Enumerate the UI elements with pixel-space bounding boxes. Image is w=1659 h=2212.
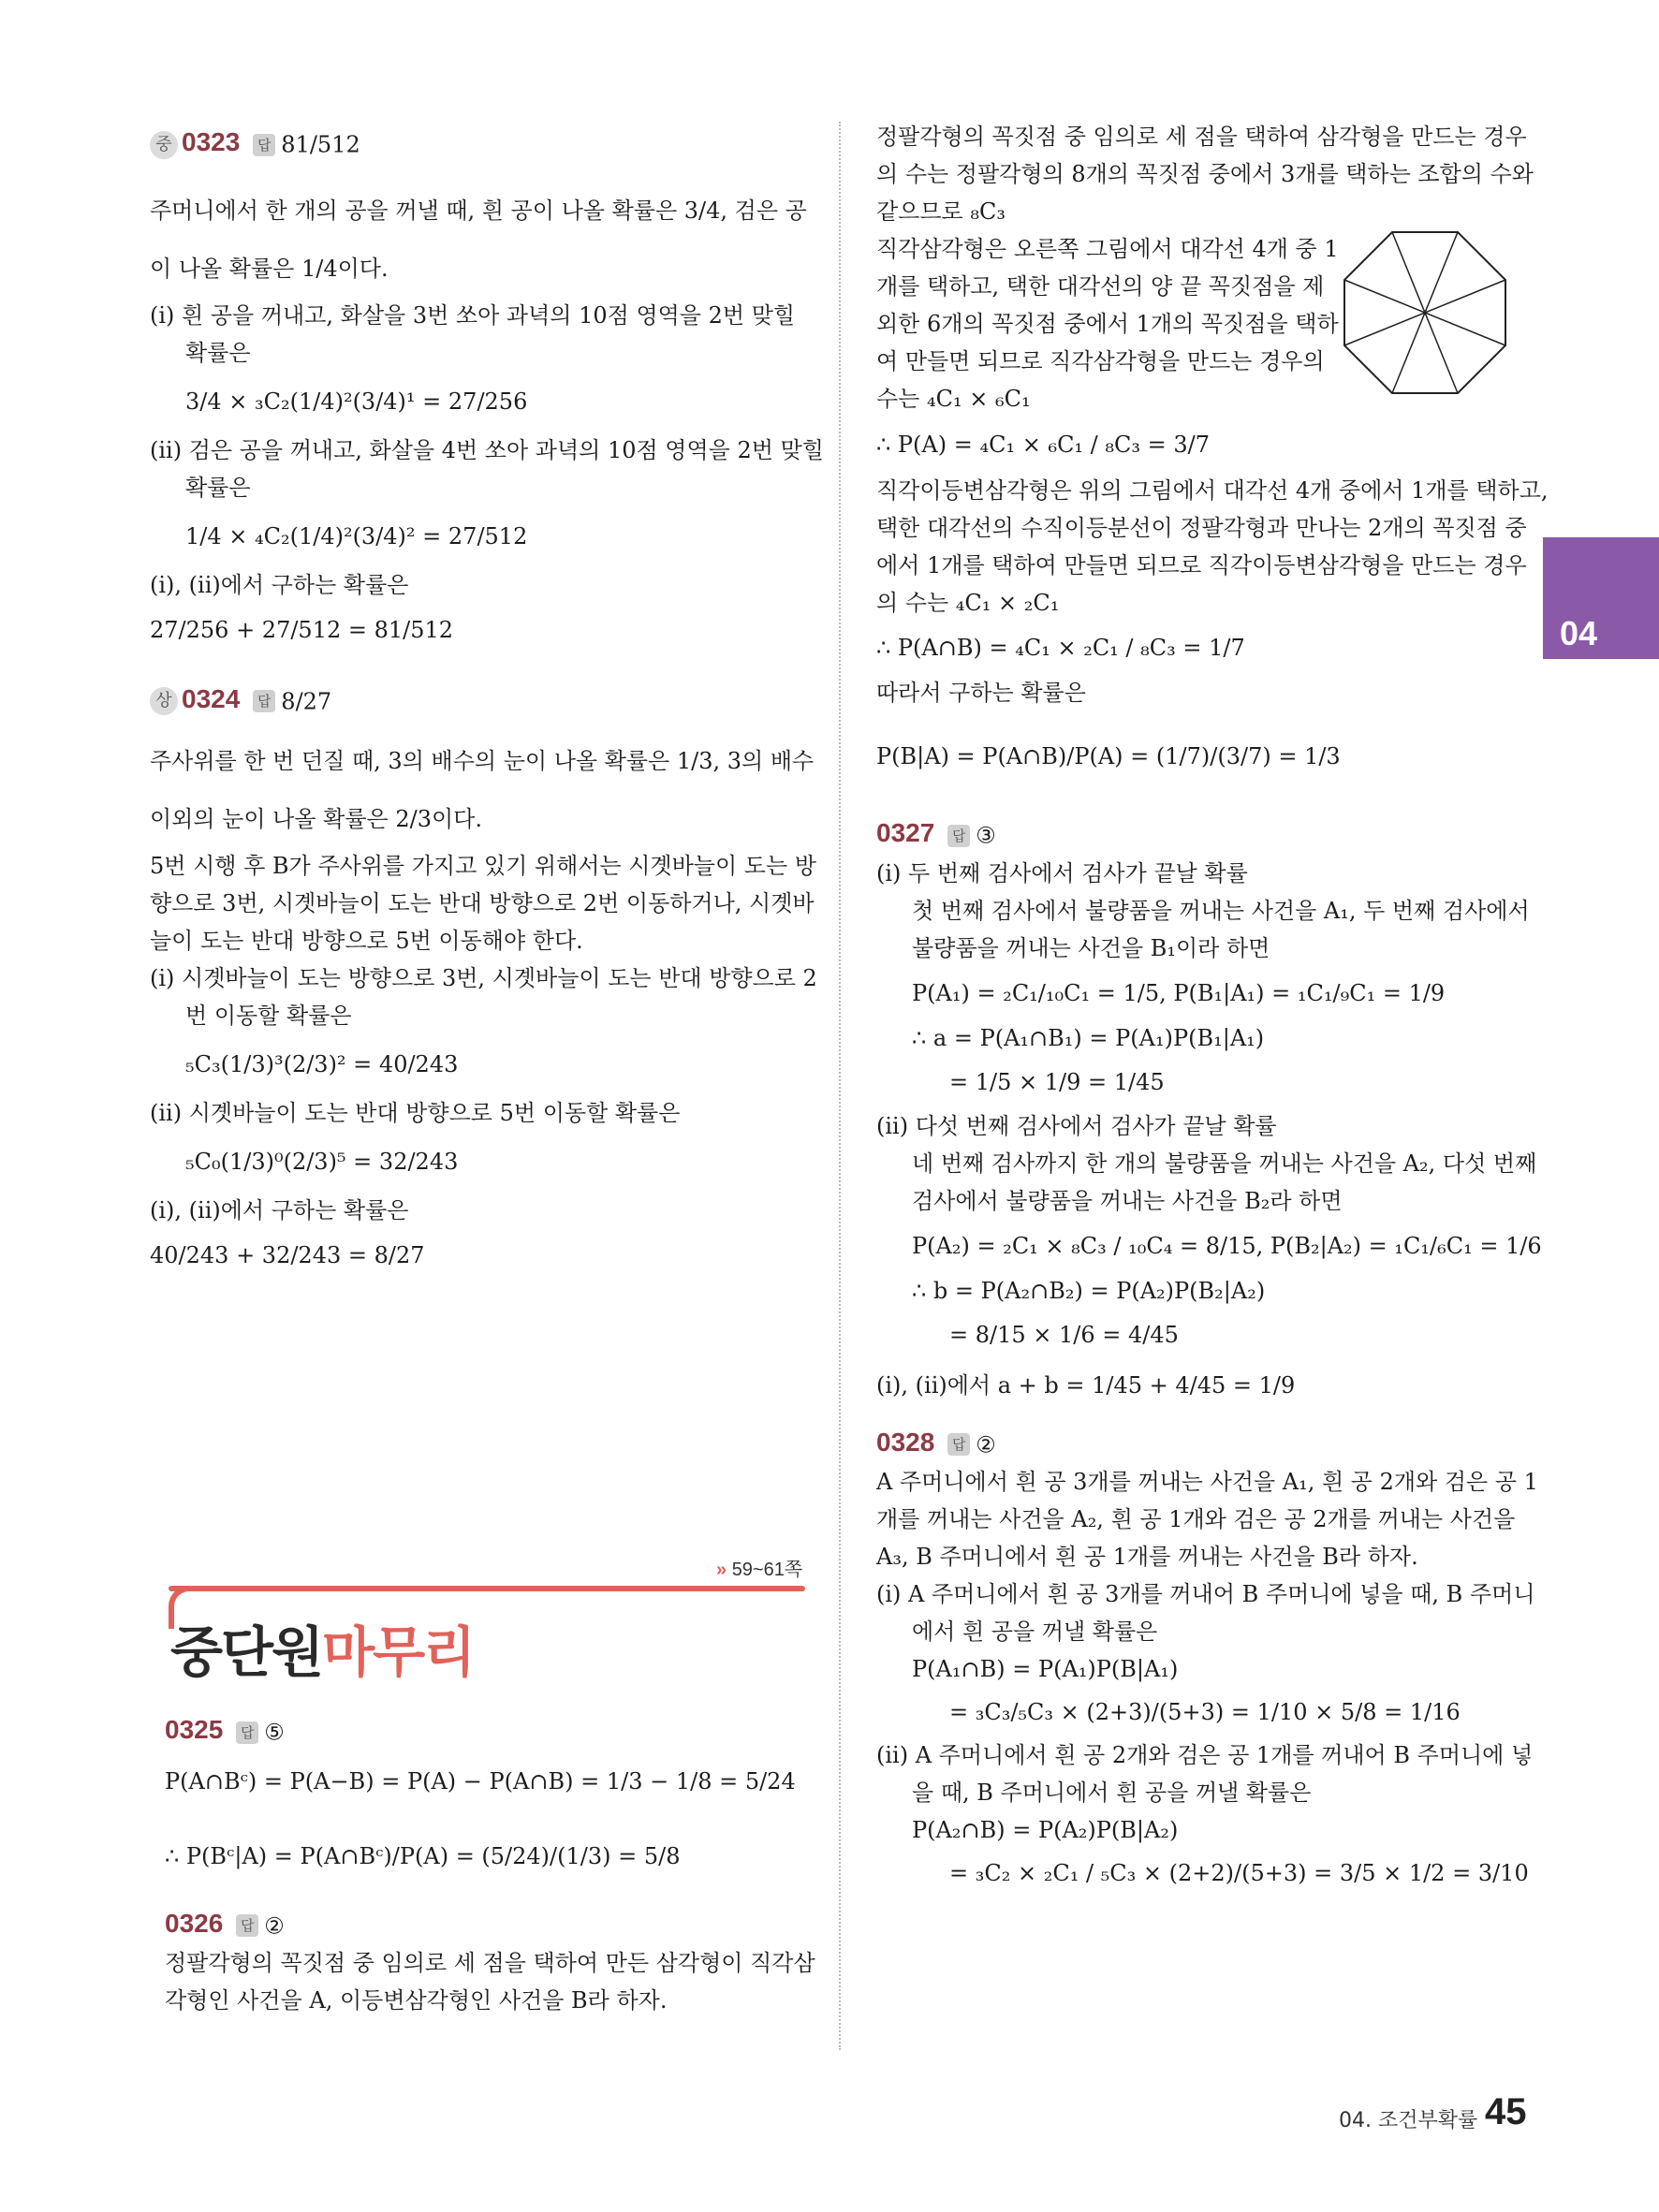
text-line: 이 나올 확률은 1/4이다.: [150, 255, 389, 282]
problem-0324-header: [150, 681, 805, 721]
text-line: 향으로 3번, 시곗바늘이 도는 반대 방향으로 2번 이동하거나, 시곗바: [150, 890, 815, 916]
double-chevron-icon: »: [716, 1560, 727, 1580]
problem-0326-header: [165, 1905, 820, 1945]
chapter-tab: [1543, 537, 1659, 659]
math-line: P(A∩Bᶜ) = P(A−B) = P(A) − P(A∩B) = 1/3 − 1/8 = 5/24: [165, 1767, 796, 1795]
text-line: 검사에서 불량품을 꺼내는 사건을 B₂라 하면: [912, 1187, 1343, 1214]
text-line: (i) 두 번째 검사에서 검사가 끝날 확률: [876, 859, 1248, 886]
text-line: 정팔각형의 꼭짓점 중 임의로 세 점을 택하여 만든 삼각형이 직각삼: [165, 1950, 815, 1976]
problem-number: 0327: [876, 818, 935, 847]
math-line: P(A₂) = ₂C₁ × ₈C₃ / ₁₀C₄ = 8/15, P(B₂|A₂) = ₁C₁/₆C₁ = 1/6: [912, 1232, 1542, 1259]
text-line: 에서 1개를 택하여 만들면 되므로 직각이등변삼각형을 만드는 경우: [876, 552, 1527, 579]
text-line: 외한 6개의 꼭짓점 중에서 1개의 꼭짓점을 택하: [876, 311, 1339, 337]
text-line: A₃, B 주머니에서 흰 공 1개를 꺼내는 사건을 B라 하자.: [876, 1544, 1418, 1570]
text-line: 의 수는 ₄C₁ × ₂C₁: [876, 590, 1060, 616]
problem-0327-header: [876, 814, 1532, 855]
text-line: 주머니에서 한 개의 공을 꺼낼 때, 흰 공이 나올 확률은 3/4, 검은 공: [150, 197, 807, 224]
text-line: 번 이동할 확률은: [185, 1003, 352, 1029]
text-line: 따라서 구하는 확률은: [876, 680, 1086, 706]
math-line: = 1/5 × 1/9 = 1/45: [949, 1068, 1165, 1095]
answer-icon: 답: [253, 690, 275, 712]
math-line: ₅C₃(1/3)³(2/3)² = 40/243: [185, 1051, 459, 1077]
text-line: 정팔각형의 꼭짓점 중 임의로 세 점을 택하여 삼각형을 만드는 경우: [876, 124, 1527, 150]
banner-rule: [169, 1586, 805, 1591]
text-line: (ii) 시곗바늘이 도는 반대 방향으로 5번 이동할 확률은: [150, 1100, 681, 1126]
answer-icon: 답: [236, 1721, 258, 1744]
text-line: (i), (ii)에서 구하는 확률은: [150, 571, 409, 598]
footer-chapter: 04. 조건부확률: [1339, 2109, 1478, 2132]
text-line: 택한 대각선의 수직이등분선이 정팔각형과 만나는 2개의 꼭짓점 중: [876, 515, 1527, 541]
math-line: = ₃C₂ × ₂C₁ / ₅C₃ × (2+2)/(5+3) = 3/5 × 1/2 = 3/10: [949, 1860, 1529, 1886]
text-line: 개를 택하고, 택한 대각선의 양 끝 꼭짓점을 제: [876, 273, 1325, 300]
text-line: (i) 흰 공을 꺼내고, 화살을 3번 쏘아 과녁의 10점 영역을 2번 맞힐: [150, 301, 796, 329]
text-line: 직각이등변삼각형은 위의 그림에서 대각선 4개 중에서 1개를 택하고,: [876, 477, 1549, 504]
column-divider: [839, 122, 841, 2050]
text-line: (ii) 다섯 번째 검사에서 검사가 끝날 확률: [876, 1112, 1277, 1139]
math-line: = ₃C₃/₅C₃ × (2+3)/(5+3) = 1/10 × 5/8 = 1/16: [949, 1699, 1461, 1725]
page-number: 45: [1485, 2091, 1527, 2132]
problem-number: 0328: [876, 1427, 935, 1457]
math-line: 40/243 + 32/243 = 8/27: [150, 1242, 425, 1268]
math-line: ∴ P(A) = ₄C₁ × ₆C₁ / ₈C₃ = 3/7: [876, 432, 1210, 458]
text-line: 을 때, B 주머니에서 흰 공을 꺼낼 확률은: [912, 1780, 1312, 1806]
problem-number: 0325: [165, 1715, 224, 1744]
math-line: ∴ P(Bᶜ|A) = P(A∩Bᶜ)/P(A) = (5/24)/(1/3) = 5/8: [165, 1842, 681, 1869]
answer-icon: 답: [947, 825, 970, 847]
text-line: 에서 흰 공을 꺼낼 확률은: [912, 1619, 1158, 1645]
chapter-tab-label: 04: [1560, 614, 1598, 652]
page-reference-text: 59~61쪽: [731, 1560, 803, 1580]
right-column: [876, 118, 1549, 1897]
text-line: 이외의 눈이 나올 확률은 2/3이다.: [150, 806, 482, 832]
problem-number: 0323: [182, 127, 241, 156]
left-column-bottom: [165, 1711, 820, 2019]
math-line: P(A₁∩B) = P(A₁)P(B|A₁): [912, 1656, 1179, 1682]
difficulty-badge: 중: [150, 131, 178, 159]
text-line: 주사위를 한 번 던질 때, 3의 배수의 눈이 나올 확률은 1/3, 3의 배수: [150, 748, 815, 774]
text-line: 불량품을 꺼내는 사건을 B₁이라 하면: [912, 934, 1270, 961]
math-line: (i), (ii)에서 a + b = 1/45 + 4/45 = 1/9: [876, 1371, 1296, 1399]
section-title-part1: 중단원: [170, 1620, 323, 1684]
text-line: 확률은: [185, 339, 251, 366]
text-line: (ii) 검은 공을 꺼내고, 화살을 4번 쏘아 과녁의 10점 영역을 2번 맞힐: [150, 436, 824, 463]
text-line: 직각삼각형은 오른쪽 그림에서 대각선 4개 중 1: [876, 236, 1339, 262]
answer-icon: 답: [236, 1914, 258, 1937]
text-line: 네 번째 검사까지 한 개의 불량품을 꺼내는 사건을 A₂, 다섯 번째: [912, 1150, 1537, 1177]
section-title: [170, 1608, 474, 1687]
problem-answer: 8/27: [281, 688, 332, 714]
math-line: ∴ a = P(A₁∩B₁) = P(A₁)P(B₁|A₁): [912, 1024, 1265, 1051]
page-reference: [716, 1554, 802, 1581]
problem-number: 0324: [182, 683, 241, 713]
math-line: P(A₂∩B) = P(A₂)P(B|A₂): [912, 1817, 1179, 1843]
problem-number: 0326: [165, 1908, 224, 1938]
text-line: 개를 꺼내는 사건을 A₂, 흰 공 1개와 검은 공 2개를 꺼내는 사건을: [876, 1506, 1516, 1532]
left-column-top: [150, 124, 824, 1282]
problem-answer: ②: [976, 1431, 996, 1458]
text-line: 늘이 도는 반대 방향으로 5번 이동해야 한다.: [150, 928, 583, 954]
text-line: (i) 시곗바늘이 도는 방향으로 3번, 시곗바늘이 도는 반대 방향으로 2: [150, 965, 817, 991]
text-line: 수는 ₄C₁ × ₆C₁: [876, 386, 1031, 412]
math-line: 3/4 × ₃C₂(1/4)²(3/4)¹ = 27/256: [185, 388, 528, 415]
text-line: 각형인 사건을 A, 이등변삼각형인 사건을 B라 하자.: [165, 1987, 668, 2014]
math-line: ∴ P(A∩B) = ₄C₁ × ₂C₁ / ₈C₃ = 1/7: [876, 635, 1245, 661]
text-line: 의 수는 정팔각형의 8개의 꼭짓점 중에서 3개를 택하는 조합의 수와: [876, 161, 1534, 187]
text-line: 같으므로 ₈C₃: [876, 198, 1006, 225]
text-line: (i) A 주머니에서 흰 공 3개를 꺼내어 B 주머니에 넣을 때, B 주머니: [876, 1581, 1535, 1607]
problem-0325-header: [165, 1711, 820, 1751]
text-line: 첫 번째 검사에서 불량품을 꺼내는 사건을 A₁, 두 번째 검사에서: [912, 897, 1530, 924]
problem-0328-header: [876, 1424, 1532, 1464]
math-line: = 8/15 × 1/6 = 4/45: [949, 1321, 1179, 1348]
math-line: ∴ b = P(A₂∩B₂) = P(A₂)P(B₂|A₂): [912, 1277, 1266, 1304]
math-line: 1/4 × ₄C₂(1/4)²(3/4)² = 27/512: [185, 522, 528, 549]
answer-icon: 답: [947, 1433, 970, 1456]
problem-0323-header: [150, 124, 805, 164]
math-line: P(B|A) = P(A∩B)/P(A) = (1/7)/(3/7) = 1/3: [876, 743, 1341, 769]
section-title-part2: 마무리: [322, 1620, 475, 1684]
text-line: 확률은: [185, 474, 251, 501]
problem-answer: 81/512: [281, 131, 360, 158]
difficulty-badge: 상: [150, 687, 178, 715]
math-line: 27/256 + 27/512 = 81/512: [150, 616, 454, 643]
answer-icon: 답: [253, 134, 275, 156]
problem-answer: ⑤: [264, 1719, 285, 1746]
text-line: 5번 시행 후 B가 주사위를 가지고 있기 위해서는 시곗바늘이 도는 방: [150, 853, 816, 879]
problem-answer: ③: [976, 822, 996, 849]
text-line: (i), (ii)에서 구하는 확률은: [150, 1197, 409, 1223]
math-line: P(A₁) = ₂C₁/₁₀C₁ = 1/5, P(B₁|A₁) = ₁C₁/₉C₁ = 1/9: [912, 979, 1446, 1006]
text-line: A 주머니에서 흰 공 3개를 꺼내는 사건을 A₁, 흰 공 2개와 검은 공 1: [876, 1469, 1538, 1495]
problem-answer: ②: [264, 1912, 285, 1939]
text-line: (ii) A 주머니에서 흰 공 2개와 검은 공 1개를 꺼내어 B 주머니에 넣: [876, 1742, 1534, 1768]
math-line: ₅C₀(1/3)⁰(2/3)⁵ = 32/243: [185, 1149, 459, 1175]
text-line: 여 만들면 되므로 직각삼각형을 만드는 경우의: [876, 348, 1325, 374]
